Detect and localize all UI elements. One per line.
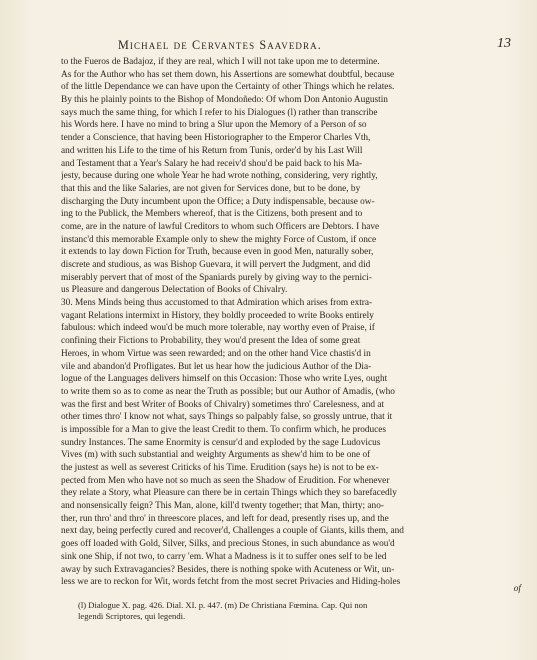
text-line: 30. Mens Minds being thus accustomed to that Admiration which arises from extra-	[61, 298, 373, 309]
text-line: confining their Fictions to Probability, they wou'd present the Idea of some great	[61, 336, 361, 347]
text-line: of the little Dependance we can have upon the Certainty of other Things which he relates.	[61, 82, 395, 93]
text-line: discharging the Duty incumbent upon the Office; a Duty indispensable, because ow-	[61, 196, 375, 207]
text-line: other times thro' I know not what, says Things so palpably false, so grossly untrue, that it	[61, 412, 393, 423]
running-head: Michael de Cervantes Saavedra.	[118, 38, 322, 52]
text-line: vile and abandon'd Profligates. But let us hear how the judicious Author of the Dia-	[61, 361, 372, 372]
text-line: As for the Author who has set them down, his Assertions are somewhat doubtful, because	[61, 69, 395, 80]
text-line: pected from Men who have not so much as seen the Shadow of Erudition. For whenever	[61, 475, 390, 486]
catchword: of	[513, 584, 521, 594]
text-line: and nonsensically feign? This Man, alone, kill'd twenty together; that Man, thirty; ano-	[61, 501, 384, 512]
text-line: his Words here. I have no mind to bring a Slur upon the Memory of a Person of so	[61, 120, 367, 131]
text-line: discrete and studious, as was Bishop Guevara, it will pervert the Judgment, and did	[61, 260, 371, 270]
text-line: logue of the Languages delivers himself on this Occasion: Those who write Lyes, ought	[61, 374, 388, 385]
text-line: Heroes, in whom Virtue was seen rewarded; and on the other hand Vice chastis'd in	[61, 348, 371, 359]
text-line: next day, being perfectly cured and recover'd, Challenges a couple of Giants, kills them, and	[61, 526, 404, 537]
text-line: and Testament that a Year's Salary he had receiv'd shou'd be paid back to his Ma-	[61, 158, 363, 169]
text-line: instanc'd this memorable Example only to shew the mighty Force of Custom, if once	[61, 234, 377, 245]
footnote-line: (l) Dialogue X. pag. 426. Dial. XI. p. 447. (m) De Christiana Fœmina. Cap. Qui non	[78, 600, 368, 610]
text-line: and written his Life to the time of his Return from Tunis, order'd by his Last Will	[61, 145, 363, 156]
text-line: Vives (m) with such substantial and weighty Arguments as shew'd him to be one of	[61, 450, 371, 461]
text-line: less we are to reckon for Wit, words fetcht from the most secret Privacies and Hiding-holes	[61, 577, 401, 588]
text-line: says much the same thing, for which I refer to his Dialogues (l) rather than transcribe	[61, 107, 378, 118]
text-line: By this he plainly points to the Bishop of Mondoñedo: Of whom Don Antonio Augustin	[61, 95, 388, 106]
text-line: vagant Relations intermixt in History, they boldly proceeded to write Books entirely	[61, 310, 374, 321]
text-line: is impossible for a Man to give the least Credit to them. To confirm which, he produces	[61, 424, 387, 435]
text-line: come, are in the nature of lawful Creditors to whom such Officers are Debtors. I have	[61, 221, 380, 232]
text-line: ther, run thro' and thro' in threescore places, and left for dead, presently rises up, and the	[61, 513, 389, 524]
text-line: miserably pervert that of most of the Spaniards purely by giving way to the pernici-	[61, 272, 372, 283]
footnotes	[78, 600, 528, 622]
text-line: they relate a Story, what Pleasure can there be in certain Things which they so barefacedly	[61, 488, 397, 499]
text-line: sundry Instances. The same Enormity is censur'd and exploded by the sage Ludovicus	[61, 437, 381, 448]
text-line: ing to the Publick, the Members whereof, that is the Citizens, both present and to	[61, 209, 363, 220]
body-text	[61, 56, 529, 589]
text-line: away by such Extravagancies? Besides, there is nothing spoke with Acuteness or Wit, un-	[61, 564, 395, 575]
footnote-line: legendi Scriptores, qui legendi.	[78, 611, 186, 621]
text-line: fabulous: which indeed wou'd be much more tolerable, nay worthy even of Praise, if	[61, 323, 375, 334]
text-line: to the Fueros de Badajoz, if they are real, which I will not take upon me to determine.	[61, 57, 380, 67]
page-number: 13	[497, 36, 511, 51]
text-line: it extends to lay down Fiction for Truth, because even in good Men, naturally sober,	[61, 247, 374, 258]
text-line: jesty, because during one whole Year he had wrote nothing, considering, very rightly,	[61, 171, 378, 182]
text-line: to write them so as to come as near the Truth as possible; but our Author of Amadis, (who	[61, 386, 395, 397]
text-line: that this and the like Salaries, are not given for Services done, but to be done, by	[61, 183, 361, 194]
page-header	[118, 38, 518, 54]
text-line: goes off loaded with Gold, Silver, Silks, and precious Stones, in such abundance as wou'd	[61, 539, 395, 550]
text-line: sink one Ship, if not two, to carry 'em. What a Madness is it to suffer ones self to be led	[61, 551, 387, 562]
text-line: was the first and best Writer of Books of Chivalry) sometimes thro' Carelesness, and at	[61, 399, 385, 410]
text-line: the justest as well as severest Criticks of his Time. Erudition (says he) is not to be ex-	[61, 463, 379, 473]
text-line: us Pleasure and dangerous Delectation of Books of Chivalry.	[61, 285, 288, 296]
text-line: tender a Conscience, that having been Historiographer to the Emperor Charles Vth,	[61, 133, 371, 144]
